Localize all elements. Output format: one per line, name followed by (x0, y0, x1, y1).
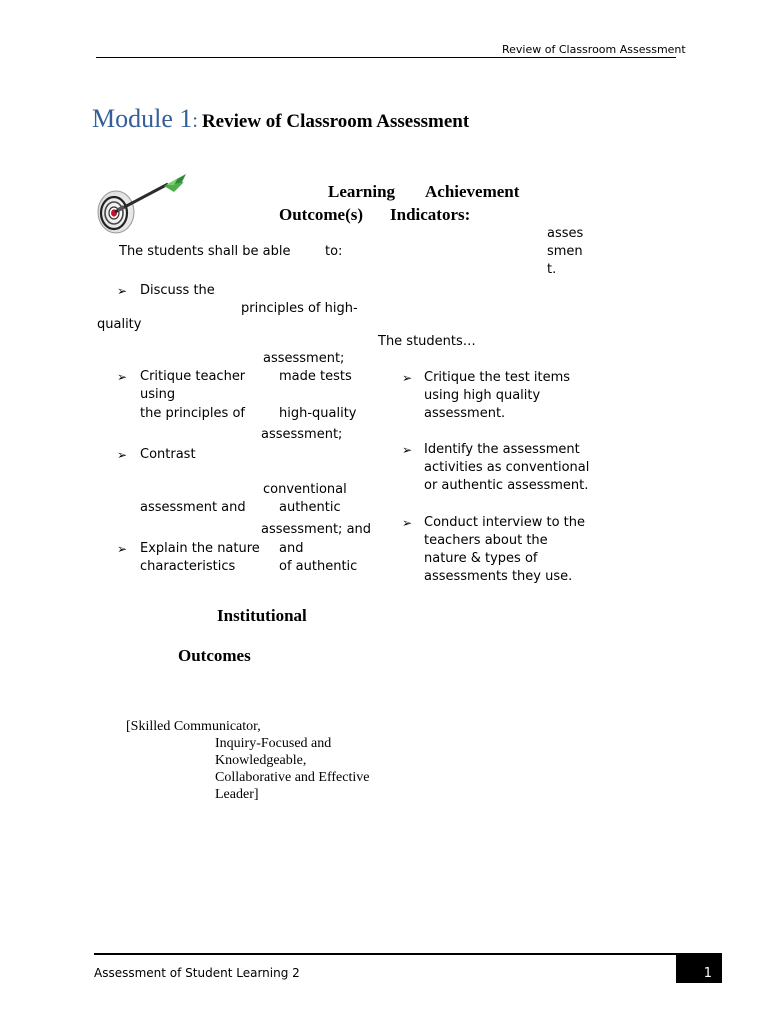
indicator-text: Identify the assessment (424, 442, 580, 457)
outcome-text: conventional (263, 482, 347, 497)
institutional-line: Collaborative and Effective (215, 770, 370, 785)
dart-target-icon (94, 172, 188, 234)
stray-fragment: t. (547, 262, 557, 277)
running-header: Review of Classroom Assessment (502, 43, 686, 56)
heading-indicators: Indicators: (390, 205, 471, 224)
indicator-text: nature & types of (424, 551, 538, 566)
page-number-box (676, 955, 722, 983)
outcome-text: high-quality (279, 406, 357, 421)
outcome-text: characteristics (140, 559, 236, 574)
institutional-line: Leader] (215, 787, 259, 802)
outcome-text: using (140, 387, 176, 402)
outcome-text: Critique teacher (140, 369, 246, 384)
outcome-text: assessment; and (261, 522, 372, 537)
footer-course: Assessment of Student Learning 2 (94, 966, 300, 980)
bullet-icon: ➢ (117, 448, 128, 462)
outcome-text: Contrast (140, 447, 196, 462)
outcome-text: quality (97, 317, 142, 332)
indicator-text: activities as conventional (424, 460, 590, 475)
outcome-text: authentic (279, 500, 341, 515)
outcome-text: and (279, 541, 304, 556)
page-number: 1 (703, 966, 712, 981)
outcome-text: the principles of (140, 406, 245, 421)
indicator-text: Conduct interview to the (424, 515, 586, 530)
bullet-icon: ➢ (402, 516, 413, 530)
bullet-icon: ➢ (402, 371, 413, 385)
heading-outcomes: Outcome(s) (279, 205, 364, 224)
outcome-text: Discuss the (140, 283, 215, 298)
indicator-text: Critique the test items (424, 370, 571, 385)
institutional-line: Knowledgeable, (215, 753, 307, 768)
indicator-text: teachers about the (424, 533, 548, 548)
intro-text: to: (325, 244, 343, 259)
institutional-line: Inquiry-Focused and (215, 736, 332, 751)
heading-learning: Learning (328, 182, 396, 201)
outcome-text: principles of high- (241, 301, 358, 316)
indicator-text: using high quality (424, 388, 541, 403)
outcome-text: assessment; (261, 427, 343, 442)
bullet-icon: ➢ (117, 284, 128, 298)
outcome-text: assessment and (140, 500, 246, 515)
students-label: The students… (378, 334, 476, 349)
outcomes-heading: Outcomes (178, 646, 251, 665)
outcome-text: Explain the nature (140, 541, 260, 556)
indicator-text: assessments they use. (424, 569, 573, 584)
stray-fragment: smen (547, 244, 583, 259)
module-label: Module 1 (92, 104, 193, 133)
footer-rule (94, 953, 722, 955)
bullet-icon: ➢ (402, 443, 413, 457)
indicator-text: or authentic assessment. (424, 478, 589, 493)
outcome-text: assessment; (263, 351, 345, 366)
outcome-text: made tests (279, 369, 352, 384)
institutional-heading: Institutional (217, 606, 307, 625)
bullet-icon: ➢ (117, 542, 128, 556)
indicator-text: assessment. (424, 406, 506, 421)
header-rule (96, 57, 676, 58)
intro-text: The students shall be able (119, 244, 291, 259)
module-title: Review of Classroom Assessment (201, 111, 470, 132)
institutional-line: [Skilled Communicator, (126, 719, 261, 734)
heading-achievement: Achievement (425, 182, 520, 201)
module-colon: : (192, 110, 198, 132)
module-heading (92, 104, 469, 134)
stray-fragment: asses (547, 226, 584, 241)
bullet-icon: ➢ (117, 370, 128, 384)
outcome-text: of authentic (279, 559, 358, 574)
